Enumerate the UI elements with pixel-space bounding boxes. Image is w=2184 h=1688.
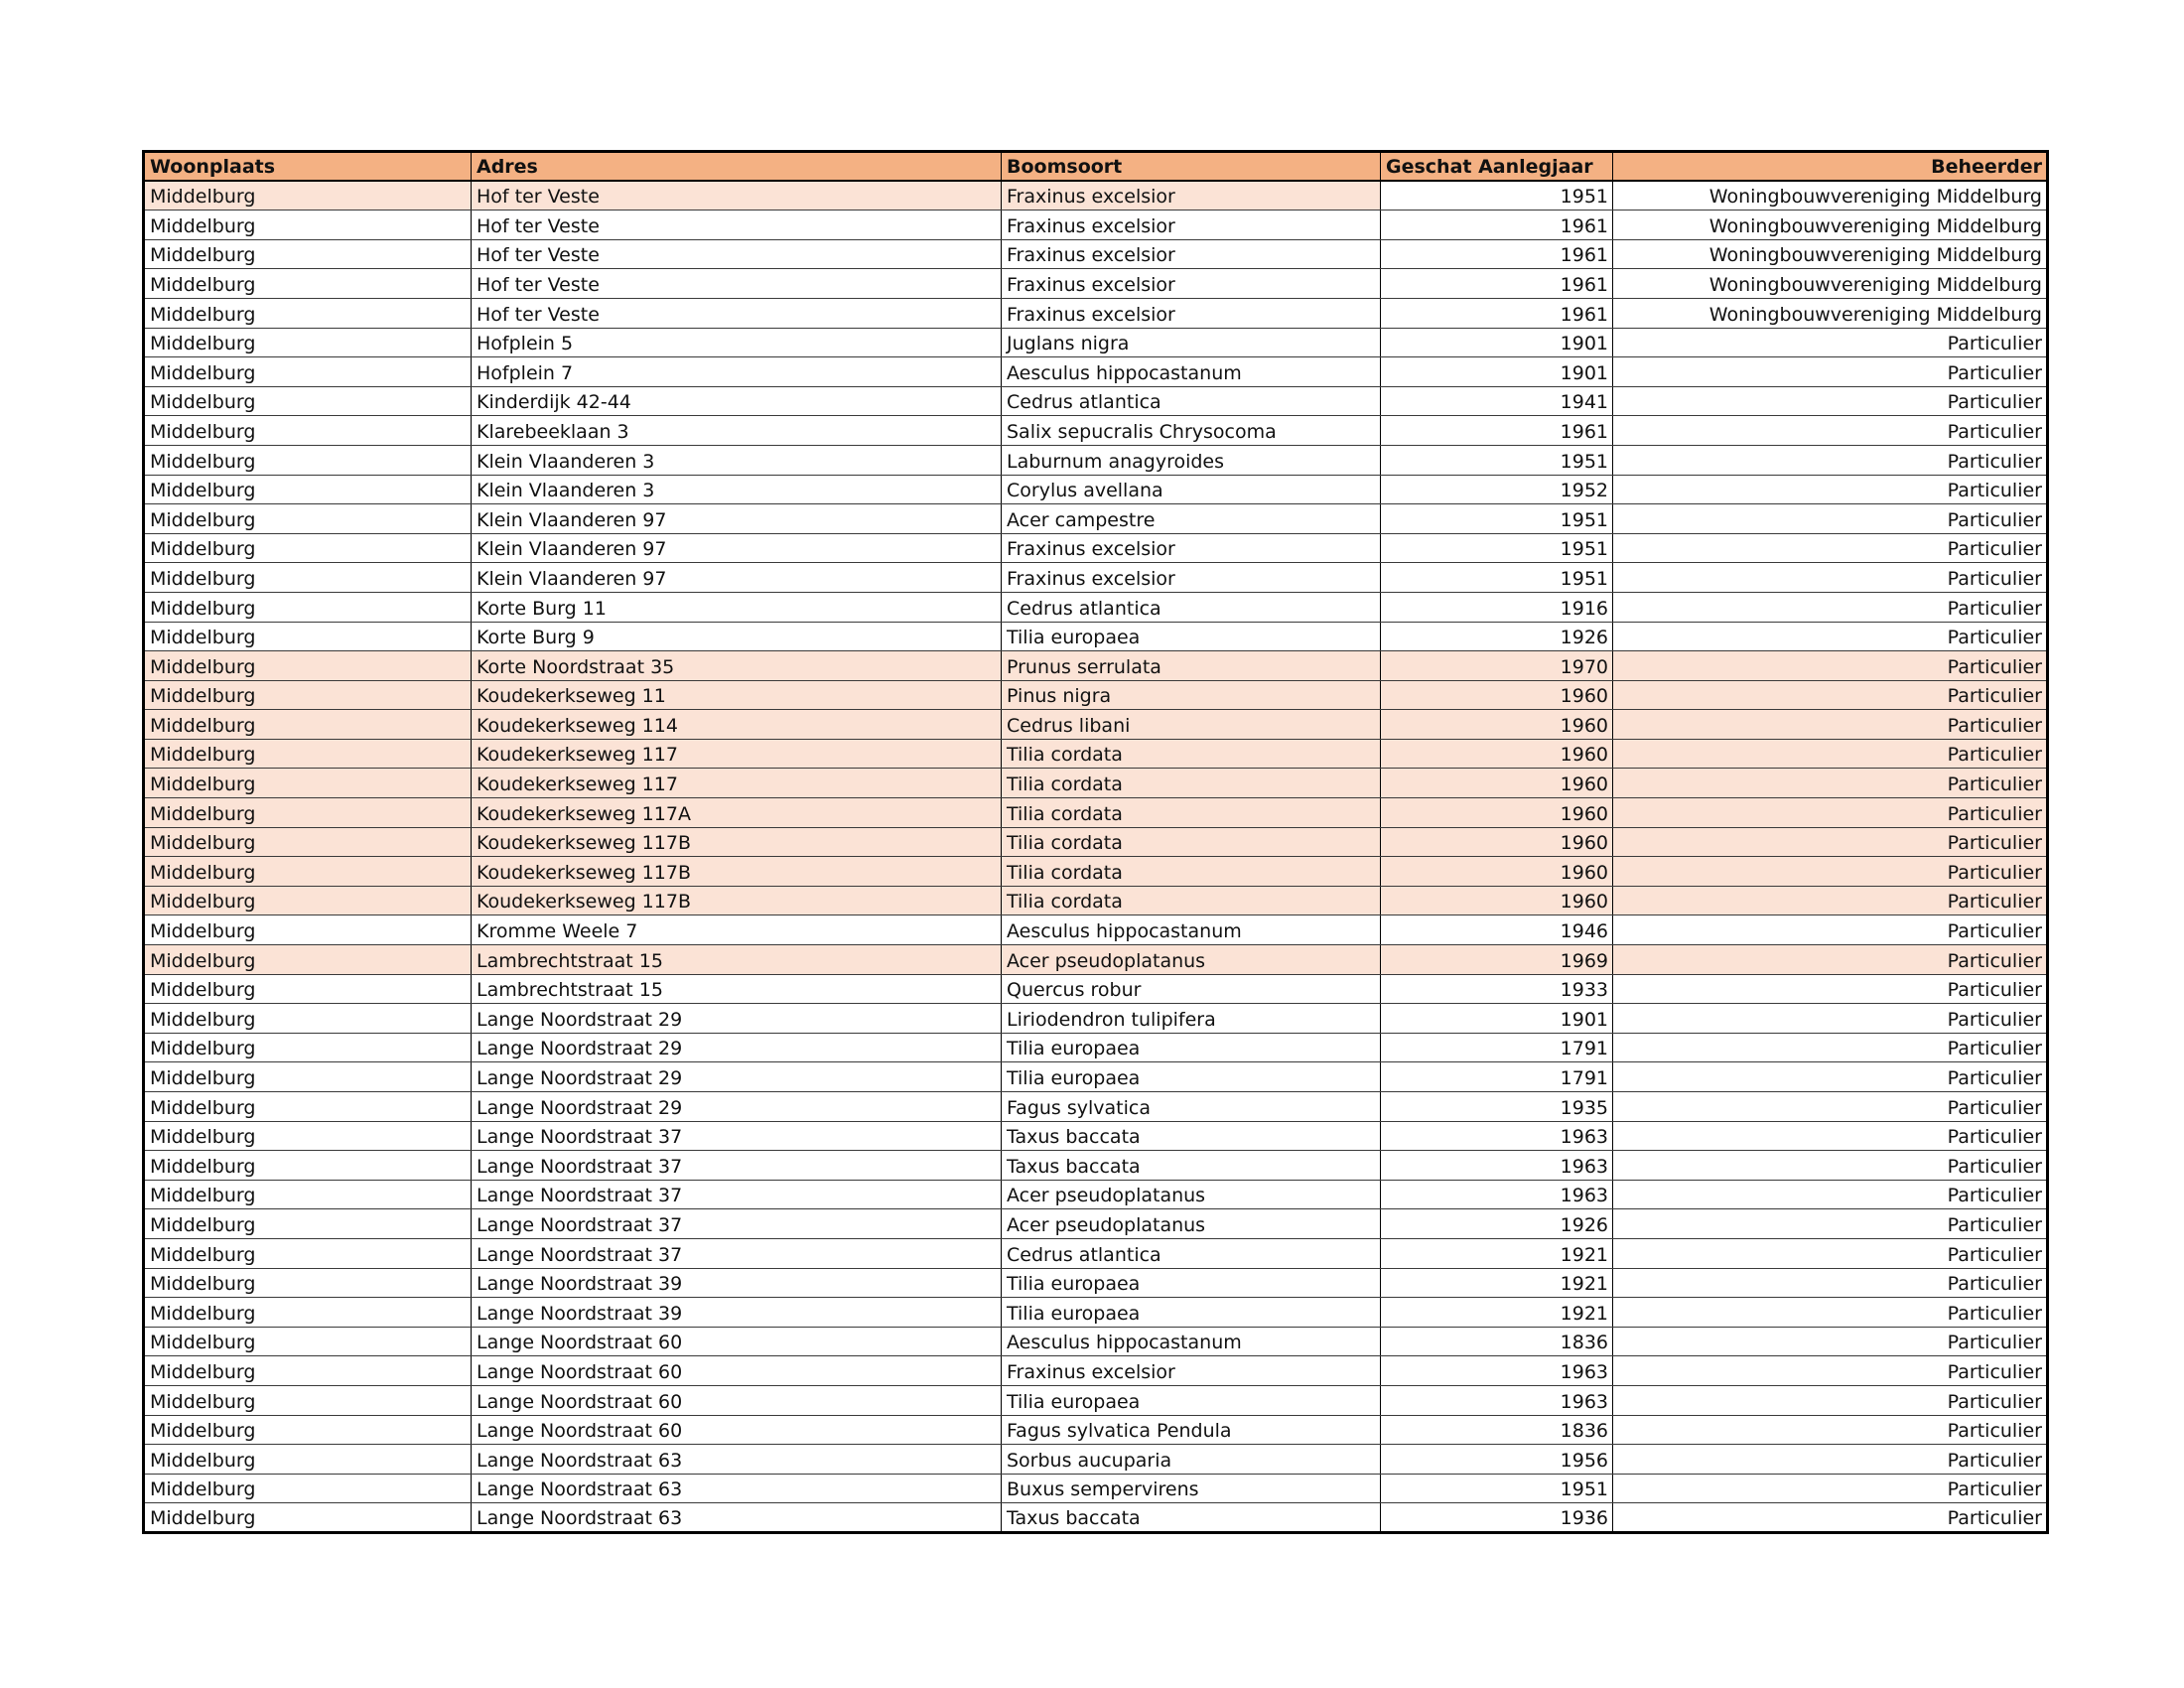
table-row — [144, 328, 2048, 357]
header-boomsoort[interactable]: Boomsoort — [1002, 152, 1381, 182]
cell-aanlegjaar[interactable]: 1963 — [1381, 1121, 1613, 1151]
cell-boomsoort[interactable]: Tilia cordata — [1002, 769, 1381, 798]
cell-woonplaats[interactable]: Middelburg — [144, 475, 472, 504]
cell-adres[interactable]: Lange Noordstraat 29 — [472, 1062, 1002, 1092]
cell-beheerder[interactable]: Particulier — [1613, 445, 2048, 475]
cell-aanlegjaar[interactable]: 1960 — [1381, 680, 1613, 710]
cell-beheerder[interactable]: Particulier — [1613, 1238, 2048, 1268]
cell-adres[interactable]: Hof ter Veste — [472, 181, 1002, 211]
cell-boomsoort[interactable]: Fraxinus excelsior — [1002, 533, 1381, 563]
cell-adres[interactable]: Klein Vlaanderen 97 — [472, 533, 1002, 563]
cell-adres[interactable]: Lange Noordstraat 63 — [472, 1445, 1002, 1475]
cell-boomsoort[interactable]: Laburnum anagyroides — [1002, 445, 1381, 475]
table-row — [144, 739, 2048, 769]
cell-adres[interactable]: Lange Noordstraat 37 — [472, 1238, 1002, 1268]
cell-beheerder[interactable]: Particulier — [1613, 357, 2048, 387]
cell-boomsoort[interactable]: Fagus sylvatica Pendula — [1002, 1415, 1381, 1445]
cell-boomsoort[interactable]: Tilia europaea — [1002, 1385, 1381, 1415]
cell-aanlegjaar[interactable]: 1901 — [1381, 1004, 1613, 1034]
cell-adres[interactable]: Kinderdijk 42-44 — [472, 386, 1002, 416]
cell-boomsoort[interactable]: Tilia cordata — [1002, 798, 1381, 828]
cell-adres[interactable]: Lange Noordstraat 37 — [472, 1180, 1002, 1209]
table-row — [144, 211, 2048, 240]
table-row — [144, 181, 2048, 211]
cell-adres[interactable]: Koudekerkseweg 117 — [472, 769, 1002, 798]
cell-adres[interactable]: Koudekerkseweg 117B — [472, 857, 1002, 887]
table-row — [144, 504, 2048, 534]
cell-aanlegjaar[interactable]: 1961 — [1381, 239, 1613, 269]
cell-beheerder[interactable]: Particulier — [1613, 1445, 2048, 1475]
cell-beheerder[interactable]: Particulier — [1613, 1415, 2048, 1445]
cell-aanlegjaar[interactable]: 1935 — [1381, 1092, 1613, 1122]
table-row — [144, 1151, 2048, 1181]
cell-woonplaats[interactable]: Middelburg — [144, 1503, 472, 1533]
cell-boomsoort[interactable]: Fagus sylvatica — [1002, 1092, 1381, 1122]
cell-beheerder[interactable]: Particulier — [1613, 945, 2048, 975]
table-row — [144, 886, 2048, 915]
cell-boomsoort[interactable]: Taxus baccata — [1002, 1121, 1381, 1151]
cell-boomsoort[interactable]: Fraxinus excelsior — [1002, 239, 1381, 269]
cell-adres[interactable]: Hof ter Veste — [472, 298, 1002, 328]
cell-boomsoort[interactable]: Tilia europaea — [1002, 622, 1381, 651]
table-row — [144, 680, 2048, 710]
table-row — [144, 416, 2048, 446]
cell-beheerder[interactable]: Particulier — [1613, 1268, 2048, 1298]
cell-boomsoort[interactable]: Tilia europaea — [1002, 1033, 1381, 1062]
cell-adres[interactable]: Klarebeeklaan 3 — [472, 416, 1002, 446]
cell-boomsoort[interactable]: Fraxinus excelsior — [1002, 563, 1381, 593]
cell-adres[interactable]: Lange Noordstraat 60 — [472, 1327, 1002, 1356]
cell-aanlegjaar[interactable]: 1791 — [1381, 1062, 1613, 1092]
cell-aanlegjaar[interactable]: 1960 — [1381, 827, 1613, 857]
cell-adres[interactable]: Hofplein 5 — [472, 328, 1002, 357]
cell-beheerder[interactable]: Particulier — [1613, 798, 2048, 828]
cell-adres[interactable]: Lambrechtstraat 15 — [472, 945, 1002, 975]
cell-adres[interactable]: Koudekerkseweg 117 — [472, 739, 1002, 769]
cell-boomsoort[interactable]: Tilia cordata — [1002, 857, 1381, 887]
table-row — [144, 857, 2048, 887]
cell-aanlegjaar[interactable]: 1963 — [1381, 1356, 1613, 1386]
cell-woonplaats[interactable]: Middelburg — [144, 1385, 472, 1415]
cell-aanlegjaar[interactable]: 1951 — [1381, 504, 1613, 534]
cell-beheerder[interactable]: Particulier — [1613, 622, 2048, 651]
cell-beheerder[interactable]: Particulier — [1613, 1004, 2048, 1034]
cell-aanlegjaar[interactable]: 1960 — [1381, 739, 1613, 769]
cell-boomsoort[interactable]: Tilia europaea — [1002, 1268, 1381, 1298]
cell-adres[interactable]: Klein Vlaanderen 3 — [472, 445, 1002, 475]
cell-boomsoort[interactable]: Quercus robur — [1002, 974, 1381, 1004]
cell-woonplaats[interactable]: Middelburg — [144, 710, 472, 740]
cell-aanlegjaar[interactable]: 1926 — [1381, 1209, 1613, 1239]
cell-boomsoort[interactable]: Cedrus libani — [1002, 710, 1381, 740]
table-row — [144, 1268, 2048, 1298]
spreadsheet-page — [142, 150, 2046, 1534]
cell-woonplaats[interactable]: Middelburg — [144, 211, 472, 240]
cell-beheerder[interactable]: Particulier — [1613, 386, 2048, 416]
cell-aanlegjaar[interactable]: 1951 — [1381, 1474, 1613, 1503]
cell-adres[interactable]: Lange Noordstraat 29 — [472, 1033, 1002, 1062]
cell-boomsoort[interactable]: Cedrus atlantica — [1002, 1238, 1381, 1268]
cell-boomsoort[interactable]: Prunus serrulata — [1002, 651, 1381, 681]
cell-beheerder[interactable]: Woningbouwvereniging Middelburg — [1613, 269, 2048, 299]
table-row — [144, 769, 2048, 798]
cell-aanlegjaar[interactable]: 1951 — [1381, 563, 1613, 593]
cell-aanlegjaar[interactable]: 1960 — [1381, 857, 1613, 887]
cell-woonplaats[interactable]: Middelburg — [144, 386, 472, 416]
header-aanlegjaar[interactable]: Geschat Aanlegjaar — [1381, 152, 1613, 182]
cell-woonplaats[interactable]: Middelburg — [144, 827, 472, 857]
table-row — [144, 269, 2048, 299]
cell-aanlegjaar[interactable]: 1921 — [1381, 1268, 1613, 1298]
cell-beheerder[interactable]: Particulier — [1613, 328, 2048, 357]
cell-aanlegjaar[interactable]: 1961 — [1381, 269, 1613, 299]
cell-aanlegjaar[interactable]: 1901 — [1381, 357, 1613, 387]
cell-boomsoort[interactable]: Aesculus hippocastanum — [1002, 357, 1381, 387]
cell-adres[interactable]: Klein Vlaanderen 97 — [472, 504, 1002, 534]
cell-woonplaats[interactable]: Middelburg — [144, 239, 472, 269]
cell-woonplaats[interactable]: Middelburg — [144, 533, 472, 563]
table-row — [144, 1062, 2048, 1092]
cell-adres[interactable]: Lange Noordstraat 63 — [472, 1503, 1002, 1533]
cell-boomsoort[interactable]: Fraxinus excelsior — [1002, 181, 1381, 211]
cell-aanlegjaar[interactable]: 1921 — [1381, 1298, 1613, 1328]
cell-adres[interactable]: Lange Noordstraat 37 — [472, 1151, 1002, 1181]
cell-woonplaats[interactable]: Middelburg — [144, 1327, 472, 1356]
table-row — [144, 1298, 2048, 1328]
cell-adres[interactable]: Lange Noordstraat 60 — [472, 1415, 1002, 1445]
cell-boomsoort[interactable]: Acer campestre — [1002, 504, 1381, 534]
table-row — [144, 1474, 2048, 1503]
header-woonplaats[interactable]: Woonplaats — [144, 152, 472, 182]
tree-register-table — [142, 150, 2049, 1534]
cell-woonplaats[interactable]: Middelburg — [144, 798, 472, 828]
cell-aanlegjaar[interactable]: 1901 — [1381, 328, 1613, 357]
cell-boomsoort[interactable]: Corylus avellana — [1002, 475, 1381, 504]
cell-beheerder[interactable]: Particulier — [1613, 1033, 2048, 1062]
table-row — [144, 710, 2048, 740]
cell-adres[interactable]: Lange Noordstraat 37 — [472, 1209, 1002, 1239]
table-row — [144, 798, 2048, 828]
table-row — [144, 592, 2048, 622]
cell-woonplaats[interactable]: Middelburg — [144, 1121, 472, 1151]
cell-woonplaats[interactable]: Middelburg — [144, 592, 472, 622]
cell-adres[interactable]: Hof ter Veste — [472, 269, 1002, 299]
table-row — [144, 1415, 2048, 1445]
cell-woonplaats[interactable]: Middelburg — [144, 945, 472, 975]
table-row — [144, 298, 2048, 328]
cell-boomsoort[interactable]: Juglans nigra — [1002, 328, 1381, 357]
cell-woonplaats[interactable]: Middelburg — [144, 886, 472, 915]
table-body — [144, 181, 2048, 1532]
cell-woonplaats[interactable]: Middelburg — [144, 1092, 472, 1122]
cell-beheerder[interactable]: Particulier — [1613, 475, 2048, 504]
table-row — [144, 1327, 2048, 1356]
cell-aanlegjaar[interactable]: 1961 — [1381, 298, 1613, 328]
table-row — [144, 827, 2048, 857]
cell-adres[interactable]: Lange Noordstraat 29 — [472, 1004, 1002, 1034]
cell-beheerder[interactable]: Particulier — [1613, 680, 2048, 710]
cell-beheerder[interactable]: Particulier — [1613, 533, 2048, 563]
cell-boomsoort[interactable]: Fraxinus excelsior — [1002, 269, 1381, 299]
cell-boomsoort[interactable]: Acer pseudoplatanus — [1002, 1180, 1381, 1209]
cell-woonplaats[interactable]: Middelburg — [144, 1445, 472, 1475]
cell-adres[interactable]: Klein Vlaanderen 3 — [472, 475, 1002, 504]
cell-woonplaats[interactable]: Middelburg — [144, 269, 472, 299]
cell-beheerder[interactable]: Particulier — [1613, 739, 2048, 769]
cell-woonplaats[interactable]: Middelburg — [144, 181, 472, 211]
header-row — [144, 152, 2048, 182]
header-beheerder[interactable]: Beheerder — [1613, 152, 2048, 182]
cell-beheerder[interactable]: Particulier — [1613, 1151, 2048, 1181]
table-row — [144, 974, 2048, 1004]
cell-aanlegjaar[interactable]: 1836 — [1381, 1327, 1613, 1356]
cell-woonplaats[interactable]: Middelburg — [144, 974, 472, 1004]
cell-beheerder[interactable]: Particulier — [1613, 1092, 2048, 1122]
cell-beheerder[interactable]: Particulier — [1613, 886, 2048, 915]
cell-woonplaats[interactable]: Middelburg — [144, 1062, 472, 1092]
cell-boomsoort[interactable]: Tilia cordata — [1002, 739, 1381, 769]
cell-adres[interactable]: Lambrechtstraat 15 — [472, 974, 1002, 1004]
cell-woonplaats[interactable]: Middelburg — [144, 1209, 472, 1239]
cell-boomsoort[interactable]: Buxus sempervirens — [1002, 1474, 1381, 1503]
cell-aanlegjaar[interactable]: 1960 — [1381, 886, 1613, 915]
cell-beheerder[interactable]: Woningbouwvereniging Middelburg — [1613, 298, 2048, 328]
table-row — [144, 1445, 2048, 1475]
cell-woonplaats[interactable]: Middelburg — [144, 857, 472, 887]
cell-beheerder[interactable]: Particulier — [1613, 857, 2048, 887]
table-row — [144, 386, 2048, 416]
cell-beheerder[interactable]: Particulier — [1613, 1298, 2048, 1328]
cell-woonplaats[interactable]: Middelburg — [144, 622, 472, 651]
cell-woonplaats[interactable]: Middelburg — [144, 1415, 472, 1445]
cell-aanlegjaar[interactable]: 1961 — [1381, 211, 1613, 240]
cell-beheerder[interactable]: Particulier — [1613, 769, 2048, 798]
cell-woonplaats[interactable]: Middelburg — [144, 445, 472, 475]
cell-beheerder[interactable]: Particulier — [1613, 710, 2048, 740]
cell-beheerder[interactable]: Particulier — [1613, 974, 2048, 1004]
table-row — [144, 239, 2048, 269]
cell-woonplaats[interactable]: Middelburg — [144, 1474, 472, 1503]
table-row — [144, 475, 2048, 504]
cell-aanlegjaar[interactable]: 1952 — [1381, 475, 1613, 504]
cell-boomsoort[interactable]: Fraxinus excelsior — [1002, 1356, 1381, 1386]
cell-beheerder[interactable]: Particulier — [1613, 1180, 2048, 1209]
table-row — [144, 1238, 2048, 1268]
cell-adres[interactable]: Lange Noordstraat 60 — [472, 1385, 1002, 1415]
cell-beheerder[interactable]: Particulier — [1613, 651, 2048, 681]
cell-woonplaats[interactable]: Middelburg — [144, 357, 472, 387]
table-row — [144, 563, 2048, 593]
table-row — [144, 622, 2048, 651]
table-row — [144, 1503, 2048, 1533]
cell-woonplaats[interactable]: Middelburg — [144, 680, 472, 710]
cell-adres[interactable]: Lange Noordstraat 60 — [472, 1356, 1002, 1386]
cell-boomsoort[interactable]: Fraxinus excelsior — [1002, 298, 1381, 328]
cell-adres[interactable]: Lange Noordstraat 63 — [472, 1474, 1002, 1503]
table-row — [144, 1180, 2048, 1209]
cell-woonplaats[interactable]: Middelburg — [144, 328, 472, 357]
cell-woonplaats[interactable]: Middelburg — [144, 1268, 472, 1298]
cell-beheerder[interactable]: Particulier — [1613, 563, 2048, 593]
cell-woonplaats[interactable]: Middelburg — [144, 1238, 472, 1268]
table-row — [144, 533, 2048, 563]
table-row — [144, 945, 2048, 975]
cell-aanlegjaar[interactable]: 1916 — [1381, 592, 1613, 622]
cell-aanlegjaar[interactable]: 1960 — [1381, 710, 1613, 740]
cell-aanlegjaar[interactable]: 1970 — [1381, 651, 1613, 681]
table-row — [144, 1121, 2048, 1151]
cell-boomsoort[interactable]: Sorbus aucuparia — [1002, 1445, 1381, 1475]
cell-adres[interactable]: Kromme Weele 7 — [472, 915, 1002, 945]
cell-aanlegjaar[interactable]: 1951 — [1381, 445, 1613, 475]
cell-aanlegjaar[interactable]: 1960 — [1381, 769, 1613, 798]
cell-woonplaats[interactable]: Middelburg — [144, 769, 472, 798]
cell-beheerder[interactable]: Particulier — [1613, 1356, 2048, 1386]
cell-woonplaats[interactable]: Middelburg — [144, 1151, 472, 1181]
cell-boomsoort[interactable]: Tilia europaea — [1002, 1298, 1381, 1328]
cell-aanlegjaar[interactable]: 1836 — [1381, 1415, 1613, 1445]
cell-adres[interactable]: Korte Burg 11 — [472, 592, 1002, 622]
cell-adres[interactable]: Hofplein 7 — [472, 357, 1002, 387]
cell-boomsoort[interactable]: Taxus baccata — [1002, 1503, 1381, 1533]
cell-beheerder[interactable]: Woningbouwvereniging Middelburg — [1613, 239, 2048, 269]
cell-woonplaats[interactable]: Middelburg — [144, 416, 472, 446]
cell-adres[interactable]: Lange Noordstraat 39 — [472, 1298, 1002, 1328]
cell-aanlegjaar[interactable]: 1956 — [1381, 1445, 1613, 1475]
cell-aanlegjaar[interactable]: 1963 — [1381, 1385, 1613, 1415]
cell-beheerder[interactable]: Particulier — [1613, 1209, 2048, 1239]
cell-woonplaats[interactable]: Middelburg — [144, 915, 472, 945]
cell-aanlegjaar[interactable]: 1946 — [1381, 915, 1613, 945]
cell-aanlegjaar[interactable]: 1961 — [1381, 416, 1613, 446]
cell-beheerder[interactable]: Particulier — [1613, 1503, 2048, 1533]
table-row — [144, 445, 2048, 475]
cell-beheerder[interactable]: Woningbouwvereniging Middelburg — [1613, 211, 2048, 240]
cell-adres[interactable]: Korte Noordstraat 35 — [472, 651, 1002, 681]
cell-boomsoort[interactable]: Fraxinus excelsior — [1002, 211, 1381, 240]
cell-boomsoort[interactable]: Tilia europaea — [1002, 1062, 1381, 1092]
cell-boomsoort[interactable]: Salix sepucralis Chrysocoma — [1002, 416, 1381, 446]
cell-beheerder[interactable]: Particulier — [1613, 915, 2048, 945]
cell-boomsoort[interactable]: Tilia cordata — [1002, 886, 1381, 915]
cell-aanlegjaar[interactable]: 1791 — [1381, 1033, 1613, 1062]
cell-aanlegjaar[interactable]: 1951 — [1381, 533, 1613, 563]
cell-boomsoort[interactable]: Cedrus atlantica — [1002, 592, 1381, 622]
cell-boomsoort[interactable]: Acer pseudoplatanus — [1002, 1209, 1381, 1239]
cell-aanlegjaar[interactable]: 1969 — [1381, 945, 1613, 975]
cell-aanlegjaar[interactable]: 1963 — [1381, 1180, 1613, 1209]
cell-beheerder[interactable]: Particulier — [1613, 592, 2048, 622]
cell-beheerder[interactable]: Particulier — [1613, 1121, 2048, 1151]
table-row — [144, 651, 2048, 681]
cell-boomsoort[interactable]: Cedrus atlantica — [1002, 386, 1381, 416]
cell-beheerder[interactable]: Particulier — [1613, 504, 2048, 534]
cell-beheerder[interactable]: Particulier — [1613, 1327, 2048, 1356]
cell-boomsoort[interactable]: Taxus baccata — [1002, 1151, 1381, 1181]
cell-woonplaats[interactable]: Middelburg — [144, 298, 472, 328]
table-row — [144, 915, 2048, 945]
cell-woonplaats[interactable]: Middelburg — [144, 1356, 472, 1386]
cell-adres[interactable]: Hof ter Veste — [472, 211, 1002, 240]
cell-woonplaats[interactable]: Middelburg — [144, 504, 472, 534]
cell-woonplaats[interactable]: Middelburg — [144, 739, 472, 769]
cell-boomsoort[interactable]: Pinus nigra — [1002, 680, 1381, 710]
cell-aanlegjaar[interactable]: 1941 — [1381, 386, 1613, 416]
cell-boomsoort[interactable]: Aesculus hippocastanum — [1002, 1327, 1381, 1356]
cell-boomsoort[interactable]: Aesculus hippocastanum — [1002, 915, 1381, 945]
cell-boomsoort[interactable]: Tilia cordata — [1002, 827, 1381, 857]
cell-woonplaats[interactable]: Middelburg — [144, 1298, 472, 1328]
table-row — [144, 1092, 2048, 1122]
cell-boomsoort[interactable]: Liriodendron tulipifera — [1002, 1004, 1381, 1034]
table-row — [144, 357, 2048, 387]
cell-aanlegjaar[interactable]: 1921 — [1381, 1238, 1613, 1268]
cell-beheerder[interactable]: Particulier — [1613, 1385, 2048, 1415]
cell-adres[interactable]: Koudekerkseweg 11 — [472, 680, 1002, 710]
cell-adres[interactable]: Korte Burg 9 — [472, 622, 1002, 651]
cell-woonplaats[interactable]: Middelburg — [144, 563, 472, 593]
cell-woonplaats[interactable]: Middelburg — [144, 1004, 472, 1034]
table-row — [144, 1385, 2048, 1415]
cell-adres[interactable]: Hof ter Veste — [472, 239, 1002, 269]
cell-boomsoort[interactable]: Acer pseudoplatanus — [1002, 945, 1381, 975]
cell-adres[interactable]: Lange Noordstraat 29 — [472, 1092, 1002, 1122]
cell-beheerder[interactable]: Particulier — [1613, 1062, 2048, 1092]
cell-woonplaats[interactable]: Middelburg — [144, 651, 472, 681]
cell-woonplaats[interactable]: Middelburg — [144, 1033, 472, 1062]
cell-adres[interactable]: Koudekerkseweg 114 — [472, 710, 1002, 740]
cell-beheerder[interactable]: Woningbouwvereniging Middelburg — [1613, 181, 2048, 211]
cell-adres[interactable]: Lange Noordstraat 39 — [472, 1268, 1002, 1298]
header-adres[interactable]: Adres — [472, 152, 1002, 182]
cell-beheerder[interactable]: Particulier — [1613, 827, 2048, 857]
table-row — [144, 1033, 2048, 1062]
table-row — [144, 1209, 2048, 1239]
table-row — [144, 1004, 2048, 1034]
cell-adres[interactable]: Lange Noordstraat 37 — [472, 1121, 1002, 1151]
cell-beheerder[interactable]: Particulier — [1613, 416, 2048, 446]
cell-adres[interactable]: Koudekerkseweg 117B — [472, 886, 1002, 915]
cell-aanlegjaar[interactable]: 1960 — [1381, 798, 1613, 828]
table-row — [144, 1356, 2048, 1386]
cell-adres[interactable]: Klein Vlaanderen 97 — [472, 563, 1002, 593]
cell-adres[interactable]: Koudekerkseweg 117B — [472, 827, 1002, 857]
cell-aanlegjaar[interactable]: 1951 — [1381, 181, 1613, 211]
cell-beheerder[interactable]: Particulier — [1613, 1474, 2048, 1503]
cell-aanlegjaar[interactable]: 1933 — [1381, 974, 1613, 1004]
cell-woonplaats[interactable]: Middelburg — [144, 1180, 472, 1209]
cell-aanlegjaar[interactable]: 1963 — [1381, 1151, 1613, 1181]
cell-aanlegjaar[interactable]: 1936 — [1381, 1503, 1613, 1533]
cell-aanlegjaar[interactable]: 1926 — [1381, 622, 1613, 651]
cell-adres[interactable]: Koudekerkseweg 117A — [472, 798, 1002, 828]
